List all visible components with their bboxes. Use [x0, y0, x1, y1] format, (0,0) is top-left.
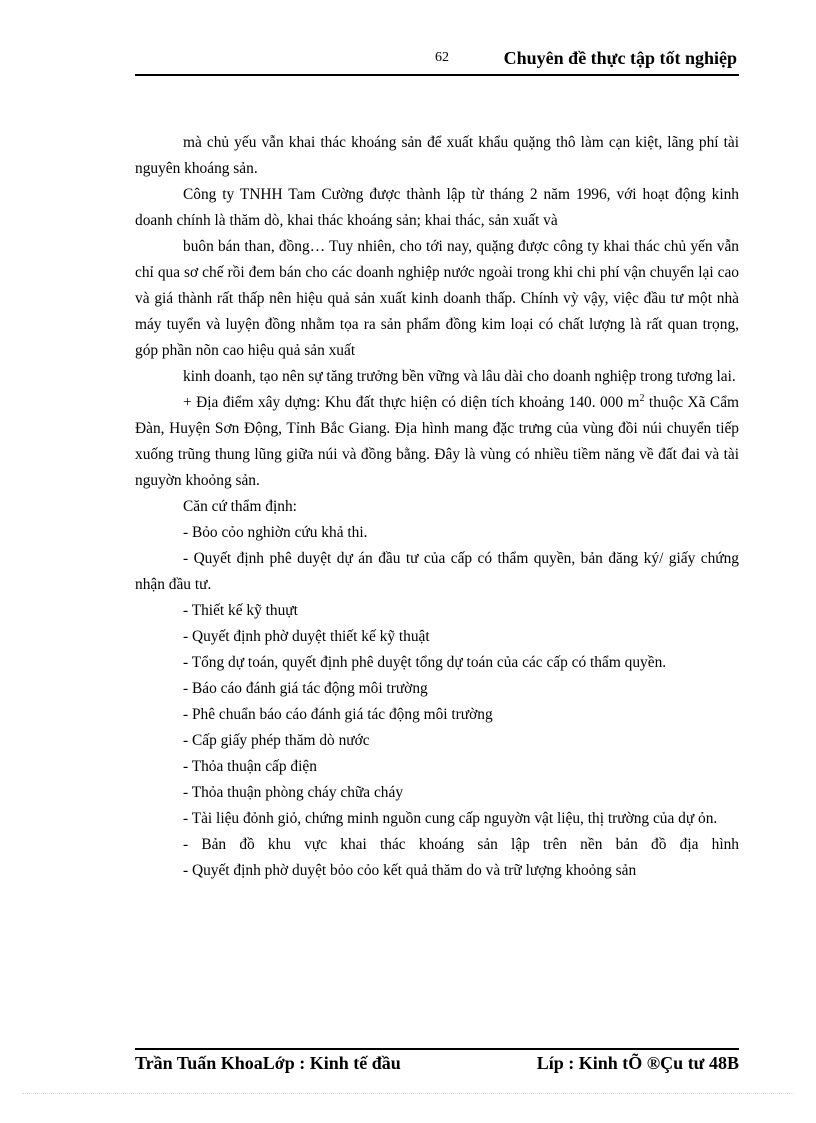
document-body: [135, 130, 739, 884]
paragraph-14: - Cấp giấy phép thăm dò nước: [183, 732, 370, 749]
footer-rule: [135, 1048, 739, 1050]
page-edge-divider: [22, 1093, 794, 1094]
footer-class: Líp : Kinh tÕ ®Çu tư 48B: [536, 1053, 739, 1073]
paragraph-18: - Bản đồ khu vực khai thác khoáng sản lập trên nền bản đồ địa hình: [183, 836, 739, 853]
paragraph-12: - Báo cáo đánh giá tác động môi trường: [183, 680, 428, 697]
paragraph-16: - Thỏa thuận phòng cháy chữa cháy: [183, 784, 404, 801]
paragraph-9: - Thiết kế kỹ thuựt: [183, 602, 298, 619]
paragraph-1: mà chủ yếu vẫn khai thác khoáng sản để xuất khẩu quặng thô làm cạn kiệt, lãng phí tài nguyên khoáng sản.: [135, 134, 739, 177]
footer-author: Trần Tuấn KhoaLớp : Kinh tế đầu: [135, 1053, 401, 1073]
paragraph-7: - Bỏo cỏo nghiờn cứu khả thi.: [183, 524, 368, 541]
header-title: Chuyên đề thực tập tốt nghiệp: [503, 48, 737, 68]
paragraph-2: Công ty TNHH Tam Cường được thành lập từ tháng 2 năm 1996, với hoạt động kinh doanh chính là thăm dò, khai thác khoáng sản; khai thác, sản xuất và: [135, 186, 739, 229]
paragraph-5: [135, 390, 739, 494]
paragraph-5-text: + Địa điểm xây dựng: Khu đất thực hiện có diện tích khoảng 140. 000 m: [183, 394, 640, 411]
paragraph-13: - Phê chuẩn báo cáo đánh giá tác động môi trường: [183, 706, 493, 723]
page-number: 62: [435, 50, 449, 65]
paragraph-6: Căn cứ thẩm định:: [183, 498, 297, 515]
paragraph-8: - Quyết định phê duyệt dự án đầu tư của cấp có thẩm quyền, bản đăng ký/ giấy chứng nhận đầu tư.: [135, 550, 739, 593]
paragraph-5-rest: thuộc Xã Cẩm Đàn, Huyện Sơn Động, Tỉnh Bắc Giang. Địa hình mang đặc trưng của vùng đồi núi chuyển tiếp xuống trũng thung lũng giữa núi và đồng bằng. Đây là vùng có nhiều tiềm năng về đất đai và tài nguyờn khoỏng sản.: [135, 394, 739, 489]
paragraph-19: - Quyết định phờ duyệt bỏo cỏo kết quả thăm do và trữ lượng khoỏng sản: [183, 862, 637, 879]
paragraph-15: - Thỏa thuận cấp điện: [183, 758, 317, 775]
header-rule: [135, 74, 739, 76]
paragraph-3: buôn bán than, đồng… Tuy nhiên, cho tới nay, quặng được công ty khai thác chủ yến vẫn chỉ qua sơ chế rồi đem bán cho các doanh nghiệp nước ngoài trong khi chi phí vận chuyển lại cao và giá thành rất thấp nên hiệu quả sản xuất kinh doanh thấp. Chính vỳ vậy, việc đầu tư một nhà máy tuyển và luyện đồng nhằm tọa ra sản phẩm đồng kim loại có chất lượng là rất quan trọng, góp phần nõn cao hiệu quả sản xuất: [135, 238, 739, 359]
paragraph-17: - Tài liệu đỏnh giỏ, chứng minh nguồn cung cấp nguyờn vật liệu, thị trường của dự ỏn.: [183, 810, 718, 827]
paragraph-11: - Tổng dự toán, quyết định phê duyệt tổng dự toán của các cấp có thẩm quyền.: [183, 654, 667, 671]
superscript-2: 2: [639, 392, 645, 404]
paragraph-10: - Quyết định phờ duyệt thiết kế kỹ thuật: [183, 628, 430, 645]
page-header: [135, 48, 739, 74]
paragraph-4: kinh doanh, tạo nên sự tăng trưởng bền vững và lâu dài cho doanh nghiệp trong tương lai.: [183, 368, 736, 385]
